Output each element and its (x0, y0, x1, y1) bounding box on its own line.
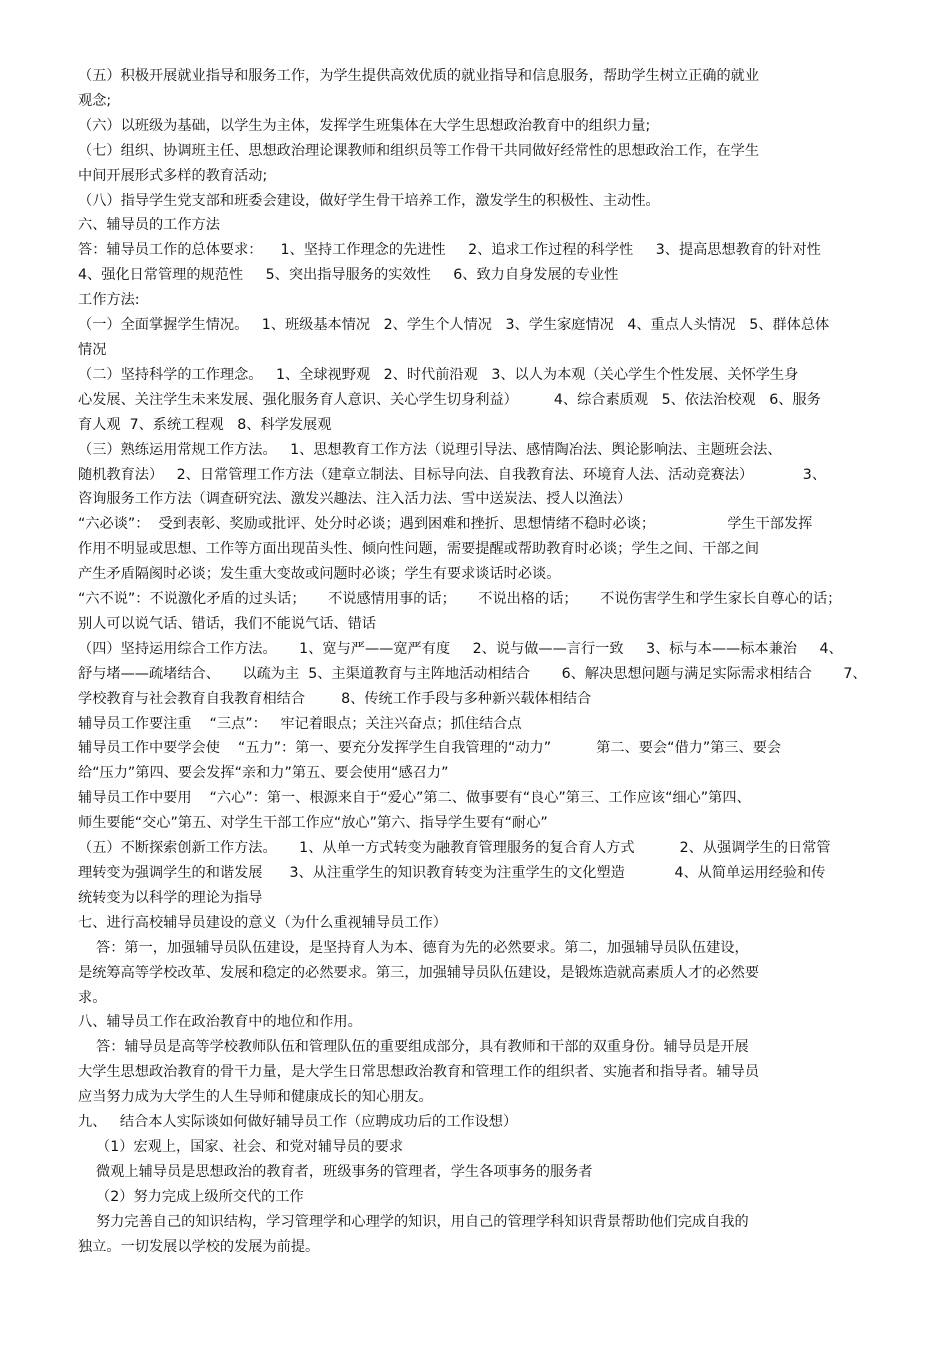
text-line: “六必谈”： 受到表彰、奖励或批评、处分时必谈；遇到困难和挫折、思想情绪不稳时必谈； 学生干部发挥 (78, 516, 813, 533)
text-line: 舒与堵——疏堵结合、 以疏为主 5、主渠道教育与主阵地活动相结合 6、解决思想问题与满足实际需求相结合 7、 (78, 665, 867, 682)
text-line: 是统筹高等学校改革、发展和稳定的必然要求。第三，加强辅导员队伍建设，是锻炼造就高素质人才的必然要 (78, 964, 760, 981)
text-line: （三）熟练运用常规工作方法。 1、思想教育工作方法（说理引导法、感情陶冶法、舆论影响法、主题班会法、 (78, 441, 782, 458)
text-line: 师生要能“交心”第五、对学生干部工作应“放心”第六、指导学生要有“耐心” (78, 815, 548, 832)
text-line: 独立。一切发展以学校的发展为前提。 (78, 1238, 320, 1255)
text-line: （七）组织、协调班主任、思想政治理论课教师和组织员等工作骨干共同做好经常性的思想政治工作，在学生 (78, 142, 760, 159)
text-line: 答：辅导员是高等学校教师队伍和管理队伍的重要组成部分，具有教师和干部的双重身份。辅导员是开展 (78, 1039, 749, 1056)
text-line: 咨询服务工作方法（调查研究法、激发兴趣法、注入活力法、雪中送炭法、授人以渔法） (78, 491, 632, 508)
text-line: 工作方法: (78, 292, 140, 309)
text-line: 育人观 7、系统工程观 8、科学发展观 (78, 416, 332, 433)
text-line: 观念; (78, 92, 112, 109)
text-line: 努力完善自己的知识结构，学习管理学和心理学的知识，用自己的管理学科知识背景帮助他们完成自我的 (78, 1213, 749, 1230)
text-line: 大学生思想政治教育的骨干力量，是大学生日常思想政治教育和管理工作的组织者、实施者和指导者。辅导员 (78, 1064, 760, 1081)
text-line: 别人可以说气话、错话，我们不能说气话、错话 (78, 615, 376, 632)
text-line: （六）以班级为基础，以学生为主体，发挥学生班集体在大学生思想政治教育中的组织力量; (78, 117, 651, 134)
text-line: 4、强化日常管理的规范性 5、突出指导服务的实效性 6、致力自身发展的专业性 (78, 267, 619, 284)
text-line: 中间开展形式多样的教育活动; (78, 167, 268, 184)
text-line: （五）积极开展就业指导和服务工作，为学生提供高效优质的就业指导和信息服务，帮助学生树立正确的就业 (78, 68, 760, 84)
text-line: （四）坚持运用综合工作方法。 1、宽与严——宽严有度 2、说与做——言行一致 3、标与本——标本兼治 4、 (78, 640, 843, 657)
text-line: 应当努力成为大学生的人生导师和健康成长的知心朋友。 (78, 1089, 433, 1106)
text-line: 求。 (78, 989, 107, 1006)
text-line: 微观上辅导员是思想政治的教育者，班级事务的管理者，学生各项事务的服务者 (78, 1163, 593, 1180)
text-line: 作用不明显或思想、工作等方面出现苗头性、倾向性问题，需要提醒或帮助教育时必谈；学生之间、干部之间 (78, 541, 760, 558)
text-line: （二）坚持科学的工作理念。 1、全球视野观 2、时代前沿观 3、以人为本观（关心学生个性发展、关怀学生身 (78, 366, 799, 383)
text-line: 产生矛盾隔阂时必谈；发生重大变故或问题时必谈；学生有要求谈话时必谈。 (78, 566, 561, 583)
section-heading: 九、 结合本人实际谈如何做好辅导员工作（应聘成功后的工作设想） (78, 1114, 518, 1131)
text-line: （五）不断探索创新工作方法。 1、从单一方式转变为融教育管理服务的复合育人方式 2、从强调学生的日常管 (78, 840, 831, 857)
section-heading: 七、进行高校辅导员建设的意义（为什么重视辅导员工作） (78, 914, 447, 931)
text-line: （2）努力完成上级所交代的工作 (78, 1188, 304, 1205)
text-line: 辅导员工作要注重 “三点”： 牢记着眼点；关注兴奋点；抓住结合点 (78, 715, 522, 732)
text-line: 辅导员工作中要学会使 “五力”：第一、要充分发挥学生自我管理的“动力” 第二、要会“借力”第三、要会 (78, 740, 782, 757)
text-line: 心发展、关注学生未来发展、强化服务育人意识、关心学生切身利益） 4、综合素质观 5、依法治校观 6、服务 (78, 391, 821, 408)
section-heading: 六、辅导员的工作方法 (78, 217, 220, 234)
text-line: 随机教育法） 2、日常管理工作方法（建章立制法、目标导向法、自我教育法、环境育人法、活动竞赛法） 3、 (78, 466, 827, 483)
text-line: 答：第一，加强辅导员队伍建设，是坚持育人为本、德育为先的必然要求。第二，加强辅导员队伍建设， (78, 939, 749, 956)
text-line: 情况 (78, 341, 107, 358)
text-line: （一）全面掌握学生情况。 1、班级基本情况 2、学生个人情况 3、学生家庭情况 4、重点人头情况 5、群体总体 (78, 317, 830, 334)
text-line: （1）宏观上，国家、社会、和党对辅导员的要求 (78, 1138, 404, 1155)
text-line: “六不说”：不说激化矛盾的过头话； 不说感情用事的话； 不说出格的话； 不说伤害学生和学生家长自尊心的话； (78, 591, 842, 608)
text-line: （八）指导学生党支部和班委会建设，做好学生骨干培养工作，激发学生的积极性、主动性。 (78, 192, 660, 209)
text-line: 学校教育与社会教育自我教育相结合 8、传统工作手段与多种新兴载体相结合 (78, 690, 592, 707)
section-heading: 八、辅导员工作在政治教育中的地位和作用。 (78, 1014, 362, 1031)
text-line: 辅导员工作中要用 “六心”：第一、根源来自于“爱心”第二、做事要有“良心”第三、工作应该“细心”第四、 (78, 790, 751, 807)
text-line: 理转变为强调学生的和谐发展 3、从注重学生的知识教育转变为注重学生的文化塑造 4、从简单运用经验和传 (78, 865, 826, 881)
text-line: 给“压力”第四、要会发挥“亲和力”第五、要会使用“感召力” (78, 765, 449, 782)
text-line: 统转变为以科学的理论为指导 (78, 889, 263, 906)
text-line: 答：辅导员工作的总体要求： 1、坚持工作理念的先进性 2、追求工作过程的科学性 3、提高思想教育的针对性 (78, 242, 821, 259)
